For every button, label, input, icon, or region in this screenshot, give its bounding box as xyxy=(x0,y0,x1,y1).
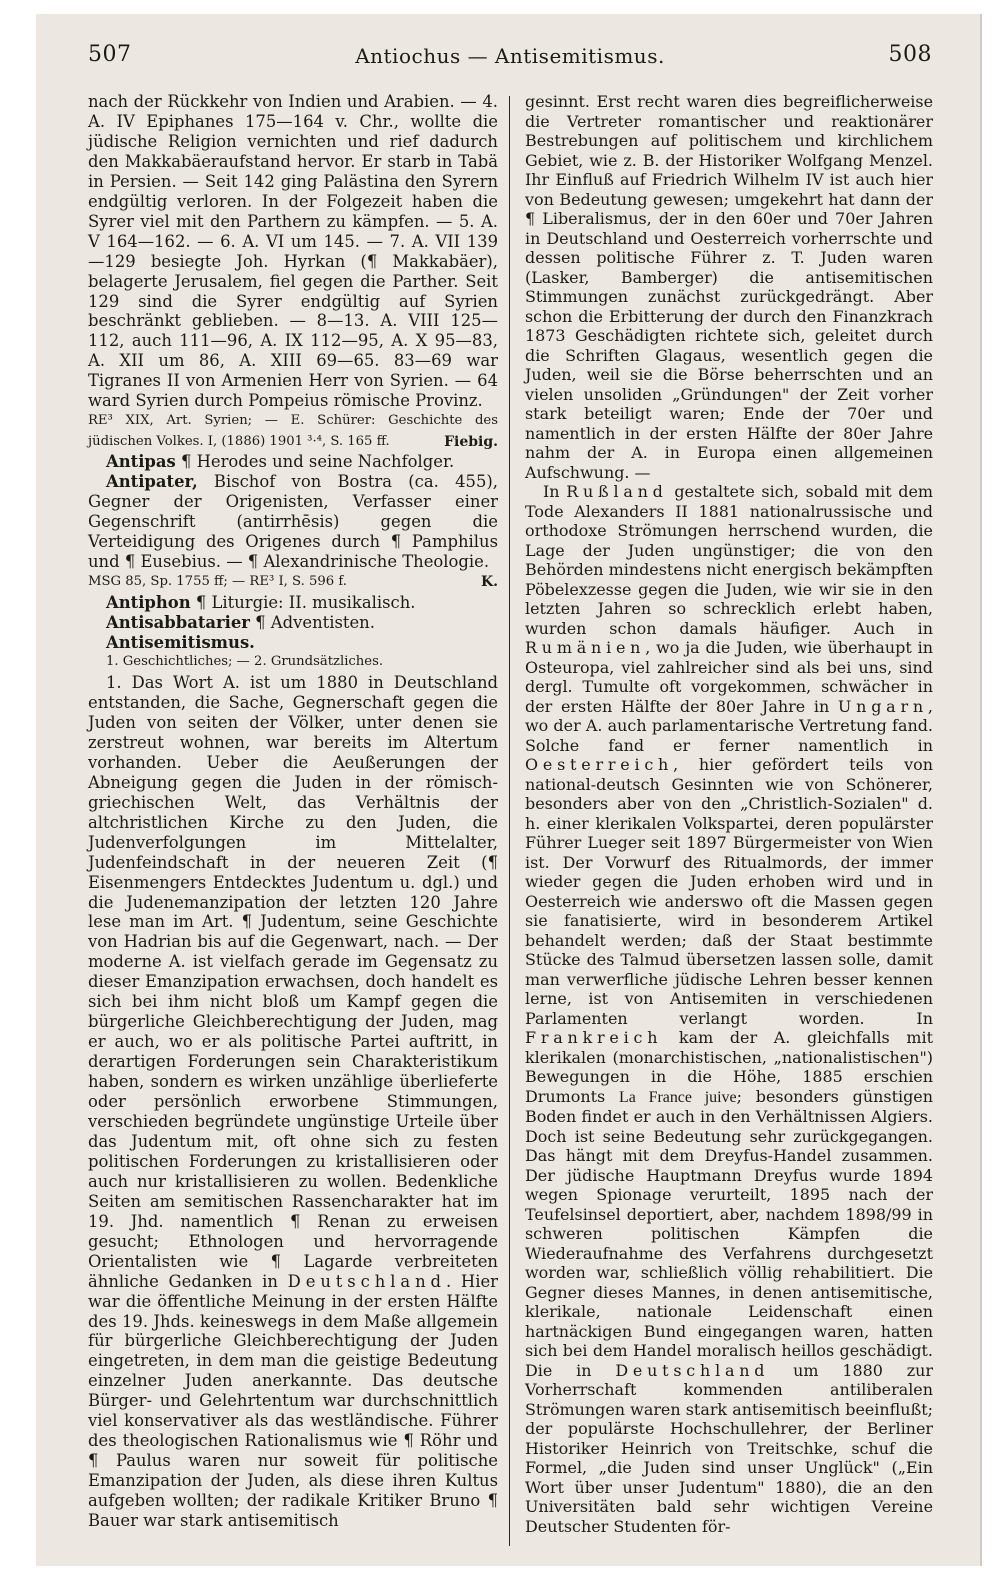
page-number-left: 507 xyxy=(88,42,132,67)
body-text: gestaltete sich, sobald mit dem Tode Alexanders II 1881 nationalrussische und orthodoxe Strömungen herrschend wurden, die Lage der Juden ungünstiger; die von den Behörden mindestens nicht energisch bekämpften Pöbelexzesse gegen die Juden, wie wir sie in den letzten Jahren so schrecklich erlebt haben, wurden schon damals häufiger. Auch in xyxy=(525,482,933,638)
author-signature: K. xyxy=(480,574,498,591)
body-text: kam der A. gleichfalls mit klerikalen (monarchistischen, „nationalistischen") Bewegungen in die Höhe, 1885 erschien Drumonts xyxy=(525,1028,933,1106)
spaced-emphasis: Oesterreich xyxy=(525,755,674,774)
spaced-emphasis: Ungarn xyxy=(837,696,928,716)
column-divider xyxy=(509,96,510,1546)
spaced-emphasis: Rußland xyxy=(566,482,668,501)
spaced-emphasis: Frankreich xyxy=(525,1028,663,1047)
entry-text: ¶ Liturgie: II. musikalisch. xyxy=(190,592,416,612)
page-number-right: 508 xyxy=(888,42,932,67)
body-text: ; besonders günstigen Boden findet er auch in den Verhältnissen Algiers. Doch ist seine Bedeutung sehr zurückgegangen. Das hängt mit dem Dreyfus-Handel zusammen. Der jüdische Hauptmann Dreyfus wurde 1894 wegen Spionage verurteilt, 1895 nach der Teufelsinsel deportiert, aber, nachdem 1898/99 in schweren politischen Kämpfen die Wiederaufnahme des Verfahrens durchgesetzt worden war, schließlich völlig rehabilitiert. Die Gegner dieses Mannes, in denen antisemitische, klerikale, nationale Leidenschaft einen hartnäckigen Bund eingegangen waren, hatten sich bei dem Handel moralisch heillos geschädigt. Die in xyxy=(525,1086,933,1380)
spaced-emphasis: Rumänien xyxy=(525,638,646,657)
running-title: Antiochus — Antisemitismus. xyxy=(355,44,665,68)
left-column xyxy=(88,92,498,1531)
body-text: , wo ja die Juden, wie überhaupt in Osteuropa, viel zahlreicher sind als bei uns, sind dergl. Tumulte oft vorgekommen, schwächer in der ersten Hälfte der 80er Jahre in xyxy=(525,638,933,716)
entry-text: ¶ Adventisten. xyxy=(249,612,375,632)
right-column xyxy=(525,92,933,1536)
body-text: In xyxy=(543,482,567,501)
article-body xyxy=(88,673,498,1531)
antiochus-continuation: nach der Rückkehr von Indien und Arabien. — 4. A. IV Epiphanes 175—164 v. Chr., wollte die jüdische Religion vernichten und rief dadurch den Makkabäeraufstand hervor. Er starb in Tabä in Persien. — Seit 142 ging Palästina den Syrern endgültig verloren. In der Folgezeit haben die Syrer viel mit den Parthern zu kämpfen. — 5. A. V 164—162. — 6. A. VI um 145. — 7. A. VII 139—129 besiegte Joh. Hyrkan (¶ Makkabäer), belagerte Jerusalem, fiel gegen die Parther. Seit 129 sind die Syrer endgültig auf Syrien beschränkt geblieben. — 8—13. A. VIII 125—112, auch 111—96, A. IX 112—95, A. X 95—83, A. XII um 86, A. XIII 69—65. 83—69 war Tigranes II von Armenien Herr von Syrien. — 64 ward Syrien durch Pompeius römische Provinz. xyxy=(88,92,498,411)
body-text: 1. Das Wort A. ist um 1880 in Deutschland entstanden, die Sache, Gegnerschaft gegen die Juden von seiten der Völker, unter denen sie zerstreut wohnen, war bereits im Altertum vorhanden. Ueber die Aeußerungen der Abneigung gegen die Juden in der römisch-griechischen Welt, das Verhältnis der altchristlichen Kirche zu den Juden, die Judenverfolgungen im Mittelalter, Judenfeindschaft in der neueren Zeit (¶ Eisenmengers Entdecktes Judentum u. dgl.) und die Judenemanzipation der letzten 120 Jahre lese man im Art. ¶ Judentum, seine Geschichte von Hadrian bis auf die Gegenwart, nach. — Der moderne A. ist vielfach gerade im Gegensatz zu dieser Emanzipation erwachsen, doch handelt es sich bei ihm nicht bloß um Kampf gegen die bürgerliche Gleichberechtigung der Juden, mag er auch, wo er als politische Partei auftritt, in derartigen Forderungen sein Charakteristikum haben, sondern es wirken unzählige überlieferte oder persönlich erworbene Stimmungen, verschieden begründete ungünstige Urteile über das Judentum mit, oft ohne sich zu festen politischen Forderungen zu kristallisieren oder auch nur kristallisieren zu wollen. Bedenkliche Seiten am semitischen Rassencharakter hat im 19. Jhd. namentlich ¶ Renan zu erweisen gesucht; Ethnologen und hervorragende Orientalisten wie ¶ Lagarde verbreiteten ähnliche Gedanken in xyxy=(88,673,498,1291)
entry-text: Bischof von Bostra (ca. 455), Gegner der Origenisten, Verfasser einer Gegenschrift (antirrhēsis) gegen die Verteidigung des Origenes durch ¶ Pamphilus und ¶ Eusebius. — ¶ Alexandrinische Theologie. xyxy=(88,472,498,572)
body-text: , hier gefördert teils von national-deutsch Gesinnten wie von Schönerer, besonders aber von den „Christlich-Sozialen" d. h. einer klerikalen Volkspartei, deren populärster Führer Lueger seit 1897 Bürgermeister von Wien ist. Der Vorwurf des Ritualmords, der immer wieder gegen die Juden erhoben wird und in Oesterreich wie anderswo oft die Massen gegen sie fanatisierte, wird in besonderem Artikel behandelt werden; daß der Staat bestimmte Stücke des Talmud übersetzen lassen solle, damit man verwerfliche jüdische Lehren besser kennen lerne, ist von Antisemiten in verschiedenen Parlamenten verlangt worden. In xyxy=(525,755,933,1028)
entry-antiphon xyxy=(88,593,498,613)
entry-antisemitismus xyxy=(88,633,498,653)
entry-text: ¶ Herodes und seine Nachfolger. xyxy=(175,452,455,472)
entry-antisabbatarier xyxy=(88,613,498,633)
headword: Antipas xyxy=(106,452,176,472)
references-text: MSG 85, Sp. 1755 ff; — RE³ I, S. 596 f. xyxy=(88,574,347,590)
spaced-emphasis: Deutschland xyxy=(615,1360,770,1380)
article-continuation: gesinnt. Erst recht waren dies begreiflicherweise die Vertreter romantischer und reaktionärer Bestrebungen auf politischem und kirchlichem Gebiet, wie z. B. der Historiker Wolfgang Menzel. Ihr Einfluß auf Friedrich Wilhelm IV ist auch hier von Bedeutung gewesen; umgekehrt hat dann der ¶ Liberalismus, der in den 60er und 70er Jahren in Deutschland und Oesterreich vorherrschte und dessen politische Führer z. T. Juden waren (Lasker, Bamberger) die antisemitischen Stimmungen zunächst zurückgedrängt. Aber schon die Erbitterung der durch den Finanzkrach 1873 Geschädigten richtete sich, geleitet durch die Schriften Glagaus, wesentlich gegen die Juden, weil sie die Börse beherrschten und an vielen unsoliden „Gründungen" der Zeit vorher stark beteiligt waren; Ende der 70er und namentlich in der ersten Hälfte der 80er Jahre nahm der A. in Europa einen allgemeinen Aufschwung. — xyxy=(525,92,933,482)
headword: Antisemitismus. xyxy=(106,632,255,652)
body-text: um 1880 zur Vorherrschaft kommenden antiliberalen Strömungen waren stark antisemitisch beeinflußt; der populärste Hochschullehrer, der Berliner Historiker Heinrich von Treitschke, schuf die Formel, „die Juden sind unser Unglück" („Ein Wort über unser Judentum" 1880), die an den Universitäten bald sehr wichtigen Vereine Deutscher Studenten för- xyxy=(525,1360,933,1536)
references-text: RE³ XIX, Art. Syrien; — E. Schürer: Geschichte des jüdischen Volkes. I, (1886) 1901 ³·⁴, S. 165 ff. xyxy=(88,413,498,449)
page-header xyxy=(88,36,932,76)
antipater-references xyxy=(88,572,498,593)
headword: Antipater, xyxy=(106,472,198,492)
author-signature: Fiebig. xyxy=(444,433,498,450)
headword: Antiphon xyxy=(106,592,191,612)
entry-antipas xyxy=(88,452,498,472)
spaced-emphasis: Deutschland xyxy=(287,1271,446,1291)
article-contents: 1. Geschichtliches; — 2. Grundsätzliches. xyxy=(106,654,384,670)
roman-title: La France juive xyxy=(619,1088,737,1106)
headword: Antisabbatarier xyxy=(106,612,250,632)
body-text: , wo der A. auch parlamentarische Vertretung fand. Solche fand er ferner namentlich in xyxy=(525,696,933,755)
antiochus-references xyxy=(88,411,498,452)
article-paragraph xyxy=(525,482,933,1536)
entry-antipater xyxy=(88,472,498,572)
body-text: . Hier war die öffentliche Meinung in der ersten Hälfte des 19. Jhds. keineswegs in dem Maße allgemein für bürgerliche Gleichberechtigung der Juden eingetreten, in dem man die geistige Bedeutung einzelner Juden anerkannte. Das deutsche Bürger- und Gelehrtentum war durchschnittlich viel konservativer als das westländische. Führer des theologischen Rationalismus wie ¶ Röhr und ¶ Paulus waren nur soweit für politische Emanzipation der Juden, als diese ihren Kultus aufgeben wollten; der radikale Kritiker Bruno ¶ Bauer war stark antisemitisch xyxy=(88,1271,498,1531)
